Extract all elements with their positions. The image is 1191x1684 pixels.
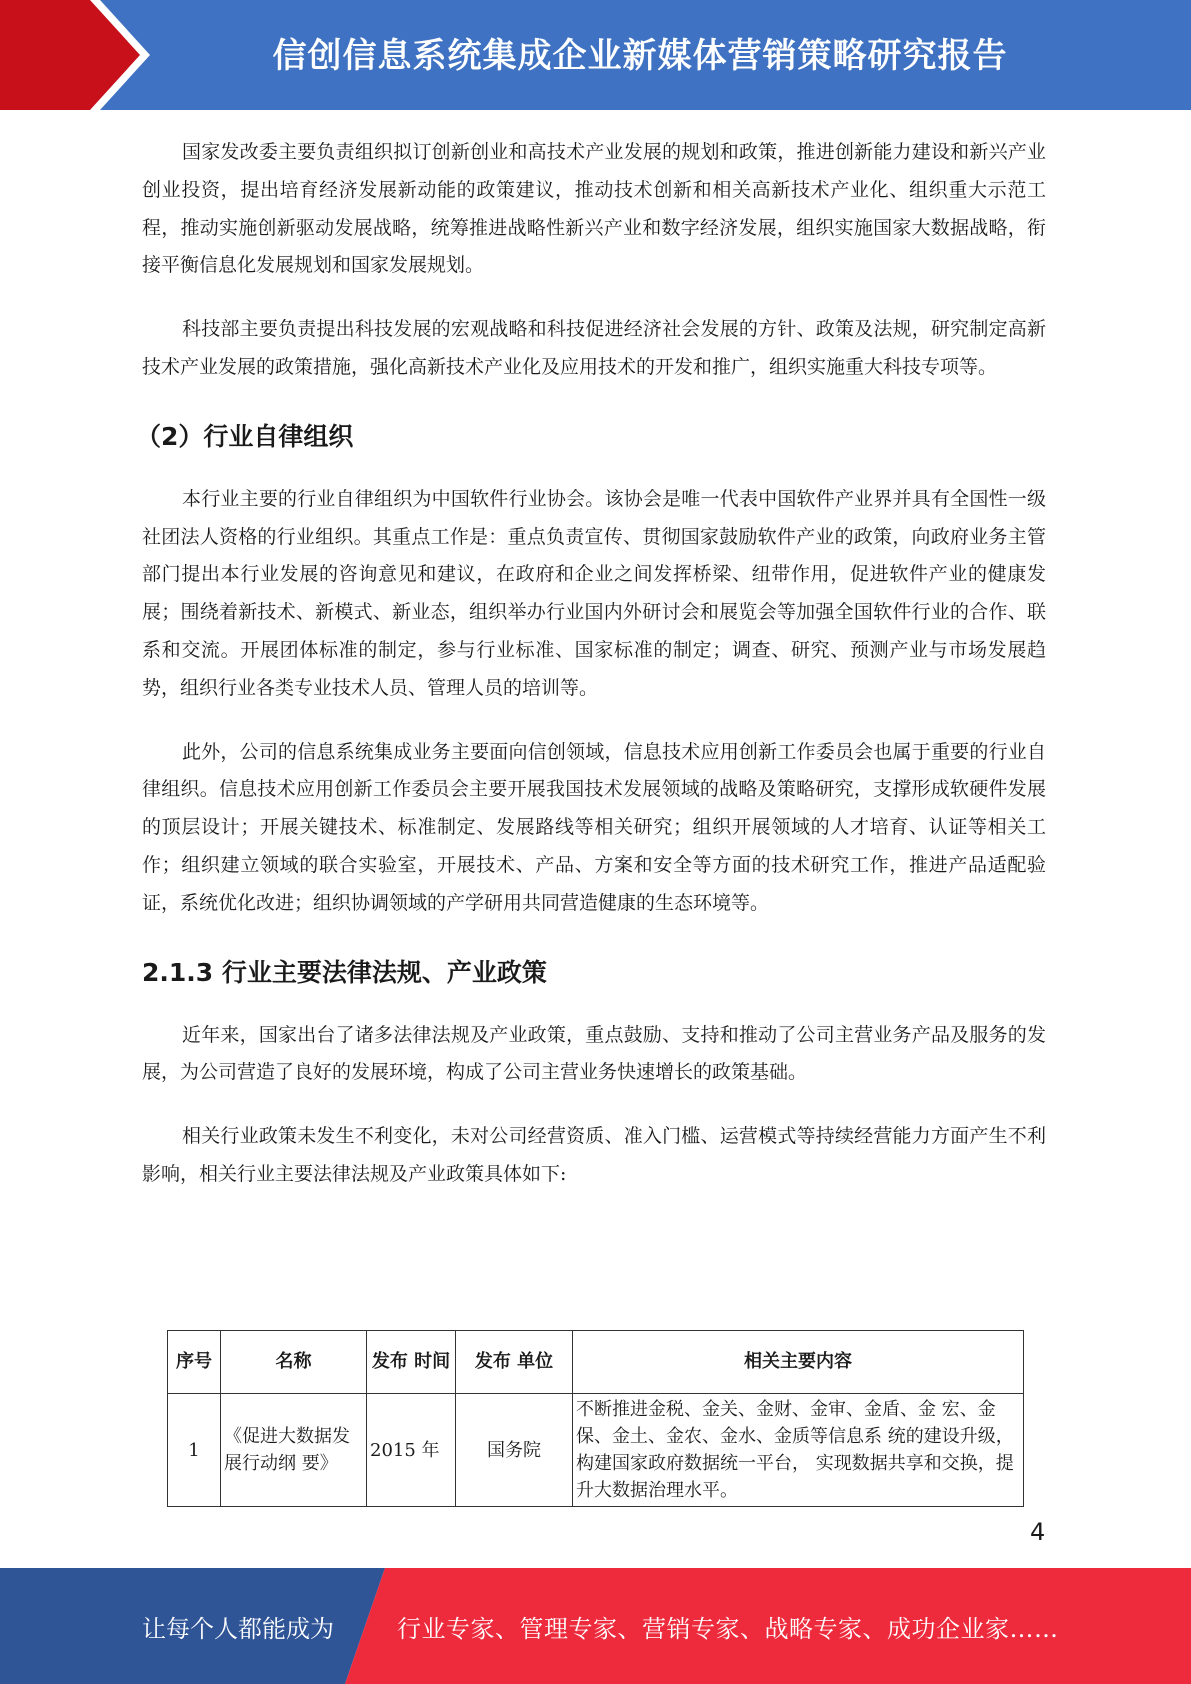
footer-slogan-right: 行业专家、管理专家、营销专家、战略专家、成功企业家…… — [397, 1614, 1059, 1643]
section-heading-laws-policies: 2.1.3 行业主要法律法规、产业政策 — [142, 957, 547, 987]
table-header-row — [168, 1331, 1024, 1394]
column-header-unit: 发布 单位 — [456, 1331, 573, 1394]
cell-name: 《促进大数据发展行动纲 要》 — [221, 1394, 367, 1507]
paragraph-ndrc: 国家发改委主要负责组织拟订创新创业和高技术产业发展的规划和政策，推进创新能力建设和新兴产业创业投资，提出培育经济发展新动能的政策建议，推动技术创新和相关高新技术产业化、组织重大示范工程，推动实施创新驱动发展战略，统筹推进战略性新兴产业和数字经济发展，组织实施国家大数据战略，衔接平衡信息化发展规划和国家发展规划。 — [142, 141, 1046, 277]
policy-table — [167, 1330, 1024, 1507]
paragraph-most: 科技部主要负责提出科技发展的宏观战略和科技促进经济社会发展的方针、政策及法规，研究制定高新技术产业发展的政策措施，强化高新技术产业化及应用技术的开发和推广，组织实施重大科技专项等。 — [142, 318, 1046, 378]
header-banner — [0, 0, 1191, 110]
column-header-no: 序号 — [168, 1331, 221, 1394]
column-header-content: 相关主要内容 — [573, 1331, 1024, 1394]
subheading-self-regulatory: （2）行业自律组织 — [136, 421, 354, 451]
report-title: 信创信息系统集成企业新媒体营销策略研究报告 — [272, 35, 1008, 76]
paragraph-xinchuang-committee: 此外，公司的信息系统集成业务主要面向信创领域，信息技术应用创新工作委员会也属于重要的行业自律组织。信息技术应用创新工作委员会主要开展我国技术发展领域的战略及策略研究，支撑形成软硬件发展的顶层设计；开展关键技术、标准制定、发展路线等相关研究；组织开展领域的人才培育、认证等相关工作；组织建立领域的联合实验室，开展技术、产品、方案和安全等方面的技术研究工作，推进产品适配验证，系统优化改进；组织协调领域的产学研用共同营造健康的生态环境等。 — [142, 740, 1046, 914]
cell-no: 1 — [168, 1394, 221, 1507]
document-body — [136, 134, 1046, 1220]
page-number: 4 — [1030, 1518, 1046, 1546]
footer-banner — [0, 1568, 1191, 1684]
footer-slogan-left: 让每个人都能成为 — [142, 1614, 334, 1643]
cell-content: 不断推进金税、金关、金财、金审、金盾、金 宏、金保、金土、金农、金水、金质等信息系 统的建设升级，构建国家政府数据统一平台， 实现数据共享和交换，提升大数据治理水平。 — [573, 1394, 1024, 1507]
paragraph-policy-intro: 近年来，国家出台了诸多法律法规及产业政策，重点鼓励、支持和推动了公司主营业务产品及服务的发展，为公司营造了良好的发展环境，构成了公司主营业务快速增长的政策基础。 — [142, 1023, 1046, 1084]
paragraph-policy-list-intro: 相关行业政策未发生不利变化，未对公司经营资质、准入门槛、运营模式等持续经营能力方面产生不利影响，相关行业主要法律法规及产业政策具体如下: — [142, 1125, 1046, 1185]
table-row — [168, 1394, 1024, 1507]
paragraph-software-association: 本行业主要的行业自律组织为中国软件行业协会。该协会是唯一代表中国软件产业界并具有全国性一级社团法人资格的行业组织。其重点工作是：重点负责宣传、贯彻国家鼓励软件产业的政策，向政府业务主管部门提出本行业发展的咨询意见和建议，在政府和企业之间发挥桥梁、纽带作用，促进软件产业的健康发展；围绕着新技术、新模式、新业态，组织举办行业国内外研讨会和展览会等加强全国软件行业的合作、联系和交流。开展团体标准的制定，参与行业标准、国家标准的制定；调查、研究、预测产业与市场发展趋势，组织行业各类专业技术人员、管理人员的培训等。 — [142, 487, 1046, 699]
column-header-time: 发布 时间 — [367, 1331, 456, 1394]
cell-time: 2015 年 — [367, 1394, 456, 1507]
cell-unit: 国务院 — [456, 1394, 573, 1507]
column-header-name: 名称 — [221, 1331, 367, 1394]
